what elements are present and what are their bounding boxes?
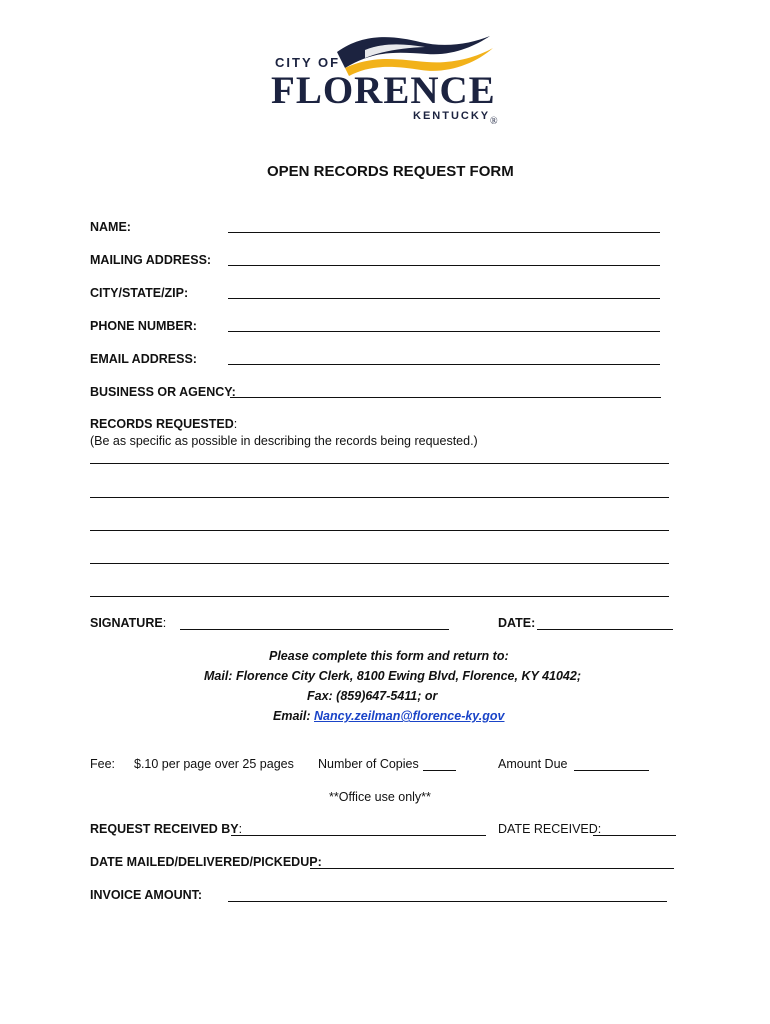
number-of-copies-line[interactable] [423,770,456,771]
records-line[interactable] [90,497,669,498]
request-received-by-line[interactable] [231,835,486,836]
phone-number-line[interactable] [228,331,660,332]
date-received-line[interactable] [593,835,676,836]
office-use-title: **Office use only** [329,790,431,804]
logo-kentucky: KENTUCKY [413,110,491,122]
city-state-zip-label: CITY/STATE/ZIP: [90,286,189,300]
fee-label: Fee: [90,757,116,771]
signature-label: SIGNATURE: [90,616,167,630]
amount-due-label: Amount Due [498,757,568,771]
city-state-zip-line[interactable] [228,298,660,299]
number-of-copies-label: Number of Copies [318,757,419,771]
request-received-by-label: REQUEST RECEIVED BY: [90,822,243,836]
business-agency-line[interactable] [230,397,661,398]
amount-due-line[interactable] [574,770,649,771]
fee-rate: $.10 per page over 25 pages [134,757,294,771]
invoice-amount-line[interactable] [228,901,667,902]
date-received-label: DATE RECEIVED: [498,822,602,836]
return-instructions: Please complete this form and return to: [269,649,509,663]
signature-line[interactable] [180,629,449,630]
return-fax: Fax: (859)647-5411; or [307,689,438,703]
phone-number-label: PHONE NUMBER: [90,319,197,333]
mailing-address-line[interactable] [228,265,660,266]
form-title: OPEN RECORDS REQUEST FORM [267,163,514,180]
records-line[interactable] [90,563,669,564]
business-agency-label: BUSINESS OR AGENCY: [90,385,236,399]
logo-registered-mark: ® [490,116,498,127]
records-line[interactable] [90,530,669,531]
invoice-amount-label: INVOICE AMOUNT: [90,888,203,902]
email-address-line[interactable] [228,364,660,365]
date-mailed-line[interactable] [310,868,674,869]
return-email: Email: Nancy.zeilman@florence-ky.gov [273,709,505,723]
records-line[interactable] [90,596,669,597]
records-requested-label: RECORDS REQUESTED: [90,417,238,431]
mailing-address-label: MAILING ADDRESS: [90,253,212,267]
email-link[interactable]: Nancy.zeilman@florence-ky.gov [314,709,505,723]
records-line[interactable] [90,463,669,464]
date-label: DATE: [498,616,536,630]
records-requested-hint: (Be as specific as possible in describing the records being requested.) [90,434,478,448]
email-address-label: EMAIL ADDRESS: [90,352,197,366]
name-label: NAME: [90,220,131,234]
return-mail-address: Mail: Florence City Clerk, 8100 Ewing Blvd, Florence, KY 41042; [204,669,581,683]
logo-florence: FLORENCE [271,69,496,112]
logo-city-of: CITY OF [275,55,341,70]
name-line[interactable] [228,232,660,233]
date-mailed-label: DATE MAILED/DELIVERED/PICKEDUP: [90,855,322,869]
date-line[interactable] [537,629,673,630]
